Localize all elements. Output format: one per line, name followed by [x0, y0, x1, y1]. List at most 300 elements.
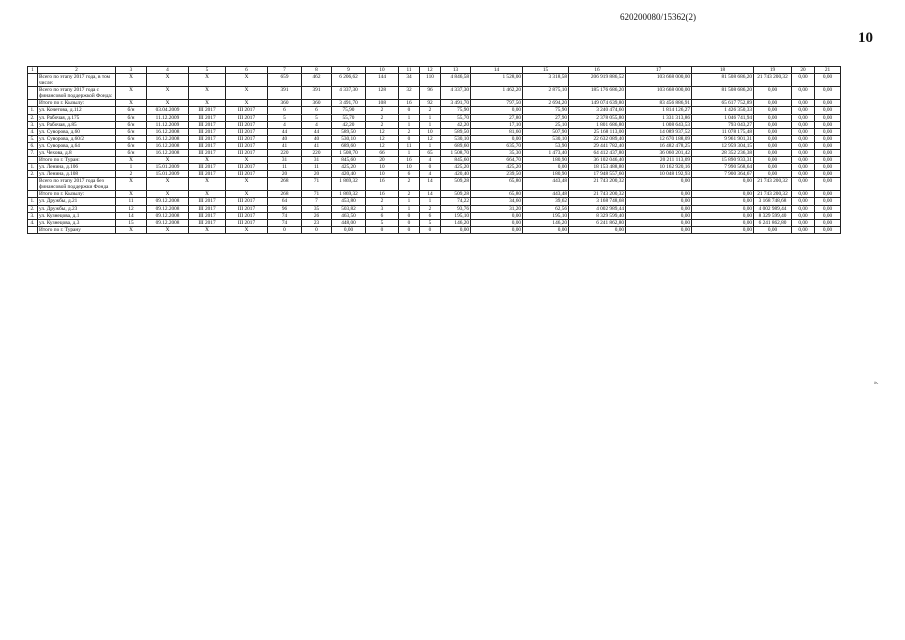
- header-cell: 20: [792, 67, 815, 74]
- table-cell: 74: [268, 212, 302, 219]
- table-cell: 0,00: [815, 157, 841, 164]
- table-cell: 589,50: [441, 128, 471, 135]
- table-cell: 0,00: [471, 226, 523, 233]
- table-cell: 0,00: [754, 107, 792, 114]
- table-cell: 74,22: [441, 198, 471, 205]
- table-cell: 11: [302, 164, 332, 171]
- table-cell: X: [116, 178, 147, 191]
- table-cell: 11.12.2009: [147, 114, 189, 121]
- header-row: [28, 67, 841, 74]
- table-cell: 7 900 364,67: [692, 171, 754, 178]
- table-cell: 1: [116, 164, 147, 171]
- table-row: [28, 135, 841, 142]
- table-cell: 0,00: [792, 205, 815, 212]
- table-cell: 443,48: [523, 178, 569, 191]
- table-cell: 0,00: [792, 219, 815, 226]
- table-cell: X: [116, 226, 147, 233]
- table-cell: 180,90: [523, 171, 569, 178]
- table-cell: 0,00: [626, 178, 692, 191]
- table-cell: 42,20: [332, 121, 366, 128]
- table-cell: 0: [399, 107, 420, 114]
- table-cell: 4 337,30: [332, 87, 366, 100]
- header-cell: 9: [332, 67, 366, 74]
- table-cell: 21 743 200,32: [569, 191, 626, 198]
- header-cell: 5: [189, 67, 226, 74]
- table-cell: III 2017: [226, 135, 268, 142]
- table-cell: 12: [116, 205, 147, 212]
- table-cell: 1 046 741,94: [692, 114, 754, 121]
- table-cell: 185 176 686,20: [569, 87, 626, 100]
- table-cell: 1 462,20: [471, 87, 523, 100]
- housing-table-wrap: [27, 66, 841, 234]
- table-row: [28, 157, 841, 164]
- table-cell: 689,60: [441, 142, 471, 149]
- table-cell: 391: [268, 87, 302, 100]
- table-cell: 0,00: [792, 226, 815, 233]
- header-cell: 1: [28, 67, 38, 74]
- table-cell: 4 002 989,44: [569, 205, 626, 212]
- table-cell: III 2017: [189, 121, 226, 128]
- table-cell: X: [147, 87, 189, 100]
- table-cell: 15.01.2009: [147, 164, 189, 171]
- table-cell: X: [116, 87, 147, 100]
- table-cell: 425,20: [332, 164, 366, 171]
- table-cell: 0,00: [815, 128, 841, 135]
- table-cell: 0,00: [792, 178, 815, 191]
- table-cell: [28, 157, 38, 164]
- table-cell: 659: [268, 74, 302, 87]
- table-cell: 7.: [28, 149, 38, 156]
- table-cell: б/н: [116, 107, 147, 114]
- table-cell: 0,00: [569, 226, 626, 233]
- table-cell: 0,00: [815, 178, 841, 191]
- table-cell: 0,00: [754, 171, 792, 178]
- table-cell: 1.: [28, 164, 38, 171]
- table-cell: б/н: [116, 149, 147, 156]
- table-cell: 16.12.2008: [147, 135, 189, 142]
- table-cell: III 2017: [189, 149, 226, 156]
- table-row: [28, 178, 841, 191]
- table-cell: III 2017: [189, 171, 226, 178]
- table-cell: 0,00: [792, 114, 815, 121]
- table-cell: 16 482 478,25: [626, 142, 692, 149]
- table-cell: 20 211 113,09: [626, 157, 692, 164]
- table-cell: 40: [268, 135, 302, 142]
- table-cell: III 2017: [226, 171, 268, 178]
- table-cell: 34: [399, 74, 420, 87]
- table-cell: X: [226, 157, 268, 164]
- housing-program-table: [27, 66, 841, 234]
- table-cell: 0,00: [792, 149, 815, 156]
- table-cell: 507,90: [523, 128, 569, 135]
- table-cell: X: [189, 74, 226, 87]
- table-row: [28, 114, 841, 121]
- table-cell: 16: [399, 100, 420, 107]
- table-cell: 2.: [28, 171, 38, 178]
- table-cell: 2 694,20: [523, 100, 569, 107]
- table-cell: 21 743 200,32: [754, 191, 792, 198]
- table-cell: 635,70: [471, 142, 523, 149]
- table-cell: III 2017: [189, 219, 226, 226]
- table-row: [28, 205, 841, 212]
- table-cell: б/н: [116, 128, 147, 135]
- table-cell: 2: [366, 114, 399, 121]
- header-cell: 12: [420, 67, 441, 74]
- table-cell: III 2017: [189, 107, 226, 114]
- table-cell: III 2017: [226, 198, 268, 205]
- table-cell: [28, 74, 38, 87]
- table-cell: 20: [302, 171, 332, 178]
- header-cell: 15: [523, 67, 569, 74]
- table-cell: 2: [420, 205, 441, 212]
- table-cell: 42,20: [441, 121, 471, 128]
- table-cell: 9 961 901,31: [692, 135, 754, 142]
- table-cell: 12: [366, 135, 399, 142]
- table-cell: 75,90: [332, 107, 366, 114]
- table-cell: 149 074 639,80: [569, 100, 626, 107]
- table-cell: 27,80: [471, 114, 523, 121]
- table-cell: 2 378 055,80: [569, 114, 626, 121]
- table-cell: 11 078 175,48: [692, 128, 754, 135]
- table-cell: 26: [302, 212, 332, 219]
- table-cell: 0,00: [754, 100, 792, 107]
- table-row: [28, 128, 841, 135]
- table-cell: 03.04.2009: [147, 107, 189, 114]
- trailing-mark: ».: [874, 380, 879, 386]
- table-cell: 2: [420, 107, 441, 114]
- table-cell: X: [147, 157, 189, 164]
- table-cell: 6.: [28, 142, 38, 149]
- table-cell: 1: [420, 114, 441, 121]
- table-cell: 0,00: [815, 212, 841, 219]
- table-cell: 453,80: [332, 198, 366, 205]
- table-cell: 0,00: [471, 107, 523, 114]
- table-cell: 360: [302, 100, 332, 107]
- table-cell: 16: [399, 157, 420, 164]
- table-cell: [28, 100, 38, 107]
- table-cell: 65,80: [471, 178, 523, 191]
- table-cell: 53,90: [523, 142, 569, 149]
- table-cell: 0: [399, 219, 420, 226]
- table-cell: 15 890 933,31: [692, 157, 754, 164]
- table-cell: 0,00: [626, 198, 692, 205]
- table-cell: X: [226, 178, 268, 191]
- table-cell: 0,00: [815, 205, 841, 212]
- table-cell: 0,00: [692, 178, 754, 191]
- table-cell: 3 491,70: [441, 100, 471, 107]
- table-cell: 1 331 313,86: [626, 114, 692, 121]
- table-cell: 1 814 126,27: [626, 107, 692, 114]
- table-cell: 2: [399, 178, 420, 191]
- table-cell: III 2017: [226, 114, 268, 121]
- table-cell: 27,90: [523, 114, 569, 121]
- table-cell: 62,56: [523, 205, 569, 212]
- table-cell: 11: [399, 142, 420, 149]
- table-cell: 1 528,00: [471, 74, 523, 87]
- table-cell: 21 743 200,32: [754, 178, 792, 191]
- table-cell: 0,00: [792, 198, 815, 205]
- table-cell: 20: [268, 171, 302, 178]
- table-cell: 10: [366, 164, 399, 171]
- table-cell: 36 102 046,40: [569, 157, 626, 164]
- table-cell: 55,70: [441, 114, 471, 121]
- table-cell: 1 473,40: [523, 149, 569, 156]
- table-cell: III 2017: [226, 142, 268, 149]
- table-cell: Всего по этапу 2017 года с финансовой поддержкой Фонда:: [38, 87, 116, 100]
- table-cell: 0,00: [754, 135, 792, 142]
- table-cell: 1 869,32: [332, 178, 366, 191]
- table-cell: 589,50: [332, 128, 366, 135]
- table-cell: 0,00: [815, 107, 841, 114]
- table-cell: б/н: [116, 142, 147, 149]
- table-row: [28, 121, 841, 128]
- table-cell: X: [147, 191, 189, 198]
- table-cell: III 2017: [226, 212, 268, 219]
- table-cell: 3 491,70: [332, 100, 366, 107]
- table-cell: III 2017: [189, 142, 226, 149]
- document-code: 620200080/15362(2): [620, 12, 696, 22]
- table-cell: 0,00: [523, 164, 569, 171]
- table-cell: 0,00: [692, 198, 754, 205]
- table-cell: X: [116, 157, 147, 164]
- table-cell: 96: [420, 87, 441, 100]
- table-cell: 239,50: [471, 171, 523, 178]
- table-row: [28, 226, 841, 233]
- table-cell: X: [189, 157, 226, 164]
- table-cell: X: [147, 100, 189, 107]
- table-cell: 5: [366, 219, 399, 226]
- table-cell: 0,00: [471, 135, 523, 142]
- table-cell: 81 508 686,20: [692, 87, 754, 100]
- table-cell: 11.12.2009: [147, 121, 189, 128]
- table-cell: 0: [302, 226, 332, 233]
- table-cell: 10 162 920,16: [626, 164, 692, 171]
- table-cell: ул. Дружбы, д.21: [38, 198, 116, 205]
- table-cell: 31: [268, 157, 302, 164]
- table-cell: 2: [366, 121, 399, 128]
- table-cell: 28 352 236,38: [692, 149, 754, 156]
- table-cell: 34,60: [471, 198, 523, 205]
- table-cell: 4.: [28, 128, 38, 135]
- table-cell: 31,20: [471, 205, 523, 212]
- table-cell: 81 508 686,20: [692, 74, 754, 87]
- table-cell: 3 168 748,68: [569, 198, 626, 205]
- table-cell: 0,00: [626, 205, 692, 212]
- table-cell: 71: [302, 178, 332, 191]
- table-cell: 797,50: [471, 100, 523, 107]
- table-cell: 664,70: [471, 157, 523, 164]
- table-cell: III 2017: [189, 205, 226, 212]
- table-cell: 09.12.2008: [147, 198, 189, 205]
- table-cell: 0,00: [692, 226, 754, 233]
- table-cell: 462: [302, 74, 332, 87]
- table-cell: 71: [302, 191, 332, 198]
- table-cell: 146,20: [523, 219, 569, 226]
- table-cell: 0,00: [754, 149, 792, 156]
- table-cell: X: [189, 100, 226, 107]
- table-cell: 12: [366, 128, 399, 135]
- table-cell: 10 048 192,93: [626, 171, 692, 178]
- table-cell: Итого по г. Кызылу:: [38, 100, 116, 107]
- table-cell: 1: [399, 114, 420, 121]
- table-cell: ул. Суворова, д.60/2: [38, 135, 116, 142]
- table-cell: 16.12.2008: [147, 149, 189, 156]
- table-cell: X: [226, 87, 268, 100]
- table-cell: 0,00: [792, 212, 815, 219]
- table-cell: 0,00: [692, 191, 754, 198]
- table-cell: 448,00: [332, 219, 366, 226]
- table-cell: III 2017: [189, 212, 226, 219]
- table-cell: 55,70: [332, 114, 366, 121]
- table-cell: 6 241 862,80: [754, 219, 792, 226]
- table-cell: 14 089 937,52: [626, 128, 692, 135]
- table-cell: 4.: [28, 219, 38, 226]
- table-cell: 18 153 488,80: [569, 164, 626, 171]
- table-cell: 2: [366, 198, 399, 205]
- table-cell: 1: [399, 121, 420, 128]
- table-cell: 6 206,62: [332, 74, 366, 87]
- table-cell: X: [189, 178, 226, 191]
- table-cell: 0,00: [815, 114, 841, 121]
- table-row: [28, 171, 841, 178]
- table-cell: 29 441 782,40: [569, 142, 626, 149]
- header-cell: 17: [626, 67, 692, 74]
- table-cell: 15: [116, 219, 147, 226]
- table-cell: X: [147, 178, 189, 191]
- page-number: 10: [858, 30, 873, 46]
- table-cell: 25,10: [523, 121, 569, 128]
- table-cell: 65,80: [471, 191, 523, 198]
- table-cell: 44: [302, 128, 332, 135]
- table-cell: III 2017: [226, 219, 268, 226]
- table-cell: 509,28: [441, 191, 471, 198]
- table-cell: 5: [268, 114, 302, 121]
- table-cell: 4: [302, 121, 332, 128]
- table-cell: 793 043,27: [692, 121, 754, 128]
- table-cell: 1 008 643,53: [626, 121, 692, 128]
- table-cell: Всего по этапу 2017 года, в том числе:: [38, 74, 116, 87]
- table-cell: 0,00: [815, 100, 841, 107]
- table-cell: 2.: [28, 114, 38, 121]
- table-cell: [28, 191, 38, 198]
- table-cell: 0,00: [792, 142, 815, 149]
- table-cell: 0,00: [441, 226, 471, 233]
- table-cell: 2: [366, 107, 399, 114]
- table-cell: 17 948 557,60: [569, 171, 626, 178]
- table-cell: 0,00: [792, 191, 815, 198]
- table-cell: 36 060 201,42: [626, 149, 692, 156]
- table-cell: 420,40: [441, 171, 471, 178]
- table-cell: 21 743 200,32: [569, 178, 626, 191]
- table-cell: 425,20: [471, 164, 523, 171]
- table-cell: 20: [366, 157, 399, 164]
- table-cell: 391: [302, 87, 332, 100]
- table-row: [28, 219, 841, 226]
- table-cell: 0: [399, 135, 420, 142]
- table-cell: 0: [420, 226, 441, 233]
- table-cell: 0,00: [792, 100, 815, 107]
- table-cell: 0,00: [792, 135, 815, 142]
- table-cell: III 2017: [189, 128, 226, 135]
- table-cell: 4: [268, 121, 302, 128]
- table-cell: 206 919 886,52: [569, 74, 626, 87]
- table-cell: 0,00: [792, 87, 815, 100]
- header-cell: 8: [302, 67, 332, 74]
- table-cell: X: [189, 191, 226, 198]
- table-cell: ул. Кочетова, д.112: [38, 107, 116, 114]
- table-cell: 64: [268, 198, 302, 205]
- table-cell: 3 168 748,68: [754, 198, 792, 205]
- table-cell: 6: [420, 212, 441, 219]
- table-cell: 39,62: [523, 198, 569, 205]
- table-cell: 0,00: [815, 164, 841, 171]
- header-cell: 10: [366, 67, 399, 74]
- table-cell: 2 875,10: [523, 87, 569, 100]
- table-cell: 0,00: [815, 121, 841, 128]
- table-cell: 40: [302, 135, 332, 142]
- table-row: [28, 191, 841, 198]
- table-cell: 4: [420, 157, 441, 164]
- header-cell: 19: [754, 67, 792, 74]
- table-cell: 845,60: [441, 157, 471, 164]
- table-cell: ул. Ленина, д.106: [38, 164, 116, 171]
- header-cell: 4: [147, 67, 189, 74]
- table-cell: 44: [268, 128, 302, 135]
- table-cell: 65: [420, 149, 441, 156]
- table-cell: 4 337,30: [441, 87, 471, 100]
- table-cell: 1.: [28, 198, 38, 205]
- table-cell: 268: [268, 178, 302, 191]
- table-cell: ул. Кузнецова, д.3: [38, 219, 116, 226]
- table-cell: 0,00: [792, 164, 815, 171]
- table-cell: 75,90: [523, 107, 569, 114]
- table-cell: 509,28: [441, 178, 471, 191]
- table-cell: Итого по г. Кызылу:: [38, 191, 116, 198]
- table-cell: 4 002 989,44: [754, 205, 792, 212]
- table-cell: 12: [366, 142, 399, 149]
- table-cell: 1 426 350,33: [692, 107, 754, 114]
- table-cell: 23: [302, 219, 332, 226]
- table-cell: б/н: [116, 121, 147, 128]
- table-cell: X: [226, 100, 268, 107]
- table-cell: 17,10: [471, 121, 523, 128]
- table-cell: III 2017: [226, 205, 268, 212]
- table-cell: 1 508,70: [332, 149, 366, 156]
- table-cell: III 2017: [226, 107, 268, 114]
- table-row: [28, 212, 841, 219]
- table-cell: 0,00: [815, 135, 841, 142]
- header-cell: 7: [268, 67, 302, 74]
- table-cell: 0,00: [792, 107, 815, 114]
- table-cell: 41: [268, 142, 302, 149]
- table-cell: 443,48: [523, 191, 569, 198]
- table-cell: 110: [420, 74, 441, 87]
- table-cell: 0,00: [792, 121, 815, 128]
- table-cell: 16: [366, 191, 399, 198]
- table-cell: ул. Рабочая, д.175: [38, 114, 116, 121]
- table-cell: 1: [399, 149, 420, 156]
- table-cell: 463,50: [332, 212, 366, 219]
- table-cell: 0,00: [792, 157, 815, 164]
- table-cell: 12 959 304,15: [692, 142, 754, 149]
- table-cell: 0,00: [523, 226, 569, 233]
- table-cell: 0,00: [815, 87, 841, 100]
- table-cell: X: [226, 74, 268, 87]
- table-cell: 15.01.2009: [147, 171, 189, 178]
- table-cell: 81,60: [471, 128, 523, 135]
- table-cell: III 2017: [226, 128, 268, 135]
- table-cell: б/н: [116, 135, 147, 142]
